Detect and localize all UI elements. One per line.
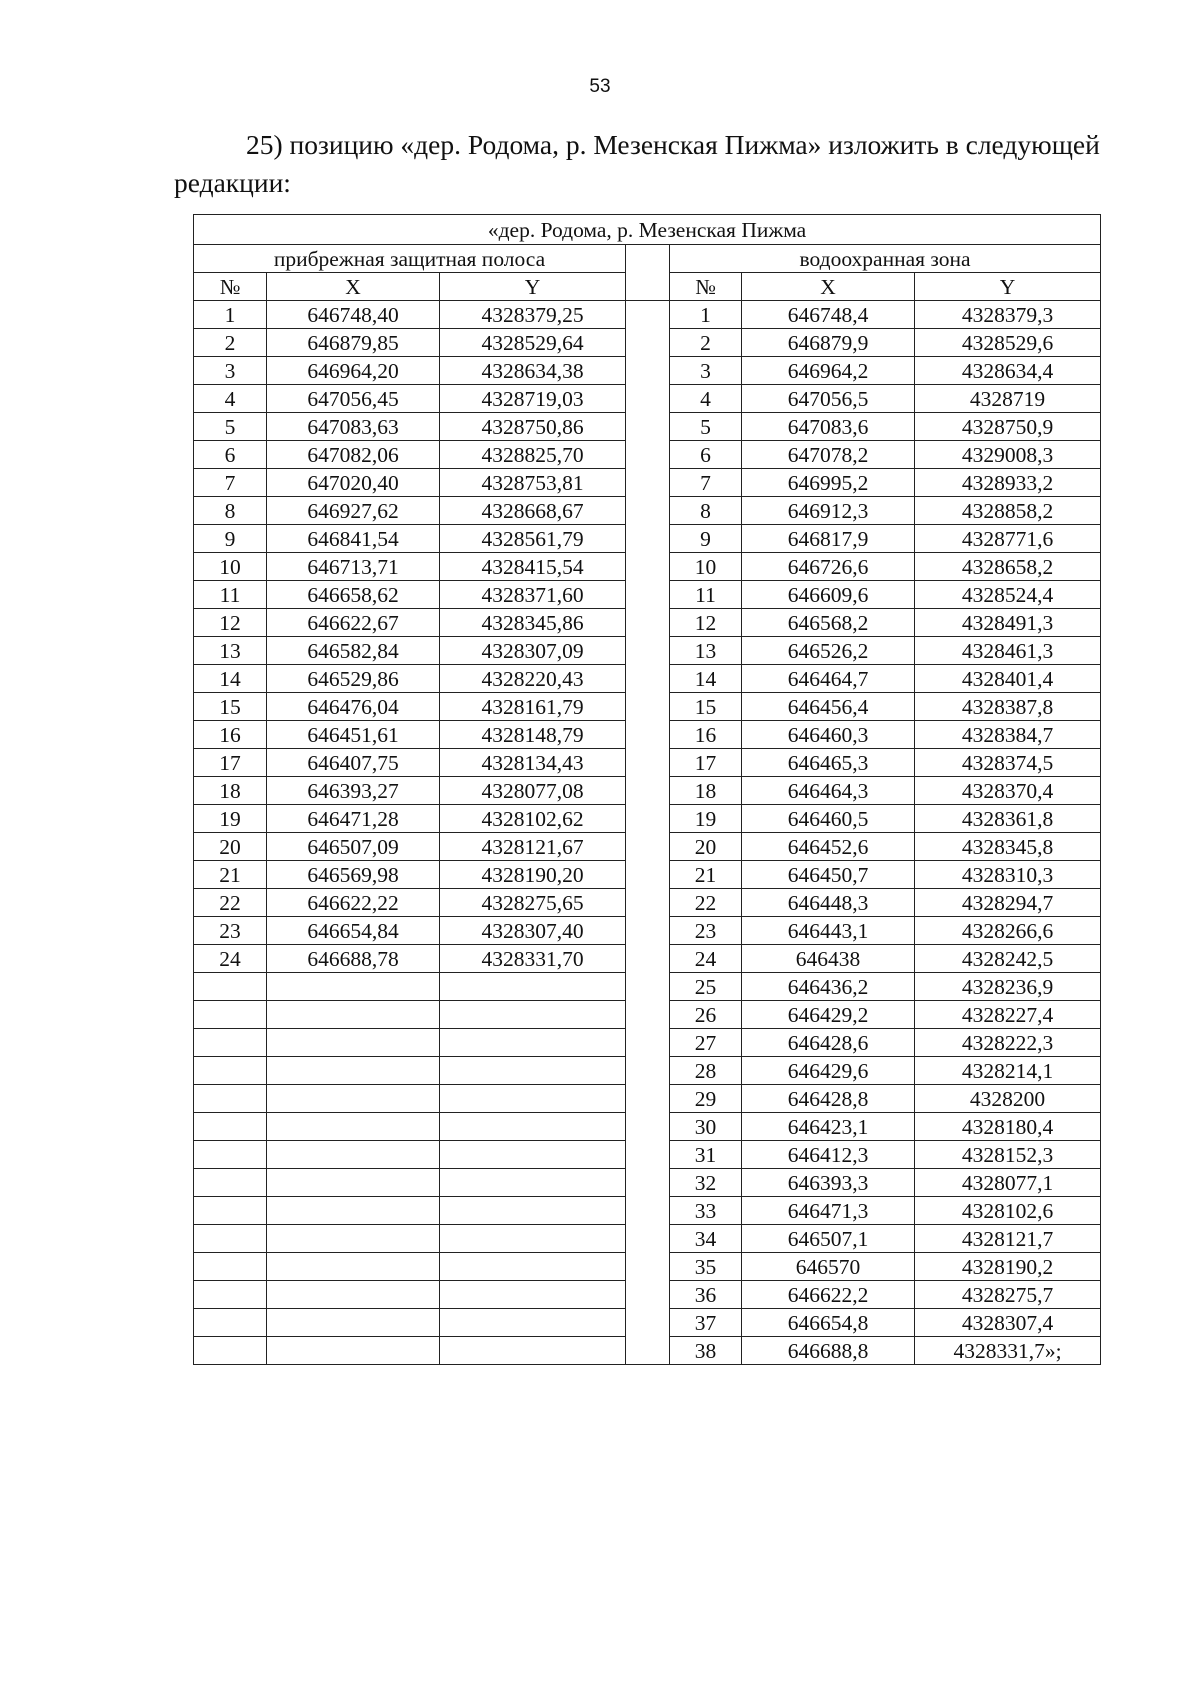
right-cell-x: 646456,4 xyxy=(742,693,915,721)
right-cell-y: 4328387,8 xyxy=(915,693,1101,721)
right-cell-x: 646393,3 xyxy=(742,1169,915,1197)
right-cell-num: 14 xyxy=(670,665,742,693)
right-cell-x: 646429,6 xyxy=(742,1057,915,1085)
left-cell-y: 4328331,70 xyxy=(440,945,626,973)
right-cell-x: 646428,8 xyxy=(742,1085,915,1113)
left-cell-x: 646748,40 xyxy=(267,301,440,329)
left-cell-x: 646393,27 xyxy=(267,777,440,805)
right-cell-y: 4328719 xyxy=(915,385,1101,413)
right-cell-x: 646748,4 xyxy=(742,301,915,329)
right-cell-num: 7 xyxy=(670,469,742,497)
right-cell-x: 646817,9 xyxy=(742,525,915,553)
left-cell-num: 18 xyxy=(194,777,267,805)
left-cell-x: 646622,22 xyxy=(267,889,440,917)
right-cell-num: 25 xyxy=(670,973,742,1001)
right-cell-y: 4328180,4 xyxy=(915,1113,1101,1141)
left-cell-y xyxy=(440,973,626,1001)
right-cell-y: 4328771,6 xyxy=(915,525,1101,553)
right-cell-y: 4328331,7»; xyxy=(915,1337,1101,1365)
left-cell-x: 646927,62 xyxy=(267,497,440,525)
left-cell-num: 16 xyxy=(194,721,267,749)
right-cell-y: 4328634,4 xyxy=(915,357,1101,385)
right-cell-x: 646526,2 xyxy=(742,637,915,665)
right-cell-num: 30 xyxy=(670,1113,742,1141)
left-cell-num xyxy=(194,973,267,1001)
right-cell-x: 646688,8 xyxy=(742,1337,915,1365)
left-cell-x xyxy=(267,1281,440,1309)
right-cell-y: 4328491,3 xyxy=(915,609,1101,637)
left-cell-num: 4 xyxy=(194,385,267,413)
left-cell-x: 646879,85 xyxy=(267,329,440,357)
left-cell-num xyxy=(194,1197,267,1225)
right-col-y-header: Y xyxy=(915,273,1101,301)
right-cell-num: 22 xyxy=(670,889,742,917)
left-cell-x: 646451,61 xyxy=(267,721,440,749)
left-cell-y xyxy=(440,1281,626,1309)
left-cell-num: 12 xyxy=(194,609,267,637)
left-cell-y: 4328345,86 xyxy=(440,609,626,637)
left-cell-num xyxy=(194,1309,267,1337)
right-cell-num: 18 xyxy=(670,777,742,805)
left-cell-num: 2 xyxy=(194,329,267,357)
left-cell-num: 15 xyxy=(194,693,267,721)
left-cell-num: 8 xyxy=(194,497,267,525)
right-cell-x: 646465,3 xyxy=(742,749,915,777)
right-cell-y: 4328379,3 xyxy=(915,301,1101,329)
right-cell-x: 646412,3 xyxy=(742,1141,915,1169)
left-cell-num: 6 xyxy=(194,441,267,469)
right-cell-y: 4328401,4 xyxy=(915,665,1101,693)
right-cell-y: 4328294,7 xyxy=(915,889,1101,917)
right-cell-num: 26 xyxy=(670,1001,742,1029)
right-cell-x: 647083,6 xyxy=(742,413,915,441)
right-cell-y: 4328529,6 xyxy=(915,329,1101,357)
left-cell-num: 11 xyxy=(194,581,267,609)
left-cell-y: 4328415,54 xyxy=(440,553,626,581)
left-cell-x xyxy=(267,973,440,1001)
right-cell-y: 4328275,7 xyxy=(915,1281,1101,1309)
right-cell-y: 4328345,8 xyxy=(915,833,1101,861)
left-cell-y xyxy=(440,1141,626,1169)
table-title: «дер. Родома, р. Мезенская Пижма xyxy=(194,215,1101,245)
right-cell-num: 29 xyxy=(670,1085,742,1113)
left-cell-num: 14 xyxy=(194,665,267,693)
right-cell-y: 4328858,2 xyxy=(915,497,1101,525)
right-cell-x: 646452,6 xyxy=(742,833,915,861)
right-cell-x: 646464,7 xyxy=(742,665,915,693)
left-cell-num: 24 xyxy=(194,945,267,973)
left-cell-y xyxy=(440,1169,626,1197)
right-cell-x: 646622,2 xyxy=(742,1281,915,1309)
left-cell-y: 4328719,03 xyxy=(440,385,626,413)
left-cell-y: 4328668,67 xyxy=(440,497,626,525)
left-cell-num: 3 xyxy=(194,357,267,385)
left-cell-num: 23 xyxy=(194,917,267,945)
left-cell-x: 646688,78 xyxy=(267,945,440,973)
left-cell-num xyxy=(194,1337,267,1365)
intro-text: 25) позицию «дер. Родома, р. Мезенская Пижма» изложить в следующей редакции: xyxy=(174,129,1100,198)
left-cell-num: 19 xyxy=(194,805,267,833)
left-cell-num xyxy=(194,1085,267,1113)
right-cell-y: 4328658,2 xyxy=(915,553,1101,581)
left-cell-num: 7 xyxy=(194,469,267,497)
left-cell-x: 647020,40 xyxy=(267,469,440,497)
left-cell-x: 646529,86 xyxy=(267,665,440,693)
right-cell-num: 38 xyxy=(670,1337,742,1365)
left-col-num-header: № xyxy=(194,273,267,301)
left-cell-x xyxy=(267,1225,440,1253)
right-cell-num: 17 xyxy=(670,749,742,777)
right-cell-num: 1 xyxy=(670,301,742,329)
left-cell-y xyxy=(440,1001,626,1029)
right-cell-x: 646726,6 xyxy=(742,553,915,581)
left-cell-x xyxy=(267,1169,440,1197)
right-cell-num: 27 xyxy=(670,1029,742,1057)
column-gap xyxy=(626,245,670,301)
right-cell-num: 2 xyxy=(670,329,742,357)
left-cell-x: 647083,63 xyxy=(267,413,440,441)
left-cell-x: 646582,84 xyxy=(267,637,440,665)
right-cell-num: 21 xyxy=(670,861,742,889)
right-cell-x: 647078,2 xyxy=(742,441,915,469)
right-cell-y: 4328384,7 xyxy=(915,721,1101,749)
right-cell-x: 646450,7 xyxy=(742,861,915,889)
left-cell-y: 4328561,79 xyxy=(440,525,626,553)
left-cell-y: 4328634,38 xyxy=(440,357,626,385)
left-cell-y: 4328077,08 xyxy=(440,777,626,805)
left-cell-x: 646713,71 xyxy=(267,553,440,581)
left-cell-x: 646622,67 xyxy=(267,609,440,637)
right-cell-y: 4328370,4 xyxy=(915,777,1101,805)
left-cell-num: 13 xyxy=(194,637,267,665)
left-cell-num xyxy=(194,1225,267,1253)
right-cell-num: 5 xyxy=(670,413,742,441)
left-col-y-header: Y xyxy=(440,273,626,301)
right-cell-num: 33 xyxy=(670,1197,742,1225)
left-cell-num xyxy=(194,1113,267,1141)
left-cell-y: 4328134,43 xyxy=(440,749,626,777)
left-cell-num: 9 xyxy=(194,525,267,553)
left-cell-y: 4328379,25 xyxy=(440,301,626,329)
left-cell-x: 646569,98 xyxy=(267,861,440,889)
right-cell-num: 36 xyxy=(670,1281,742,1309)
right-cell-x: 646568,2 xyxy=(742,609,915,637)
right-cell-num: 37 xyxy=(670,1309,742,1337)
right-cell-num: 13 xyxy=(670,637,742,665)
left-cell-x: 646471,28 xyxy=(267,805,440,833)
left-cell-y: 4328753,81 xyxy=(440,469,626,497)
left-cell-y xyxy=(440,1113,626,1141)
right-cell-x: 646460,3 xyxy=(742,721,915,749)
left-cell-num xyxy=(194,1169,267,1197)
right-cell-num: 20 xyxy=(670,833,742,861)
right-cell-x: 646460,5 xyxy=(742,805,915,833)
left-cell-y: 4328102,62 xyxy=(440,805,626,833)
left-cell-y xyxy=(440,1057,626,1085)
left-cell-x: 646507,09 xyxy=(267,833,440,861)
right-cell-x: 646507,1 xyxy=(742,1225,915,1253)
right-cell-num: 32 xyxy=(670,1169,742,1197)
left-cell-x xyxy=(267,1141,440,1169)
intro-paragraph xyxy=(174,126,1124,202)
left-cell-x xyxy=(267,1029,440,1057)
left-cell-num: 10 xyxy=(194,553,267,581)
right-cell-x: 646570 xyxy=(742,1253,915,1281)
right-cell-y: 4328214,1 xyxy=(915,1057,1101,1085)
right-cell-y: 4328227,4 xyxy=(915,1001,1101,1029)
left-cell-x xyxy=(267,1001,440,1029)
left-cell-num: 22 xyxy=(194,889,267,917)
right-cell-x: 646438 xyxy=(742,945,915,973)
right-cell-num: 8 xyxy=(670,497,742,525)
right-cell-y: 4328200 xyxy=(915,1085,1101,1113)
right-cell-num: 31 xyxy=(670,1141,742,1169)
right-cell-y: 4328152,3 xyxy=(915,1141,1101,1169)
right-cell-num: 23 xyxy=(670,917,742,945)
right-cell-y: 4328242,5 xyxy=(915,945,1101,973)
right-cell-num: 24 xyxy=(670,945,742,973)
left-cell-x xyxy=(267,1197,440,1225)
right-cell-x: 646654,8 xyxy=(742,1309,915,1337)
left-cell-x xyxy=(267,1337,440,1365)
left-cell-x xyxy=(267,1057,440,1085)
left-cell-y: 4328148,79 xyxy=(440,721,626,749)
right-cell-num: 11 xyxy=(670,581,742,609)
right-cell-num: 6 xyxy=(670,441,742,469)
left-cell-x: 646476,04 xyxy=(267,693,440,721)
right-cell-y: 4328222,3 xyxy=(915,1029,1101,1057)
right-cell-y: 4328933,2 xyxy=(915,469,1101,497)
right-cell-x: 646428,6 xyxy=(742,1029,915,1057)
right-cell-y: 4328307,4 xyxy=(915,1309,1101,1337)
table-title-row xyxy=(194,215,1101,245)
left-cell-x: 647056,45 xyxy=(267,385,440,413)
left-cell-y xyxy=(440,1309,626,1337)
left-cell-y: 4328529,64 xyxy=(440,329,626,357)
table-row xyxy=(194,301,1101,329)
left-cell-x: 646841,54 xyxy=(267,525,440,553)
left-cell-x: 646407,75 xyxy=(267,749,440,777)
left-cell-num xyxy=(194,1029,267,1057)
left-cell-x xyxy=(267,1085,440,1113)
right-cell-num: 3 xyxy=(670,357,742,385)
left-cell-num xyxy=(194,1057,267,1085)
right-cell-x: 646471,3 xyxy=(742,1197,915,1225)
left-cell-x: 647082,06 xyxy=(267,441,440,469)
left-cell-y: 4328220,43 xyxy=(440,665,626,693)
left-cell-y: 4328161,79 xyxy=(440,693,626,721)
right-cell-y: 4328461,3 xyxy=(915,637,1101,665)
page-number: 53 xyxy=(589,76,611,97)
left-cell-num xyxy=(194,1141,267,1169)
coordinates-table xyxy=(193,214,1101,1365)
right-cell-x: 646443,1 xyxy=(742,917,915,945)
right-cell-y: 4328190,2 xyxy=(915,1253,1101,1281)
left-cell-y: 4328190,20 xyxy=(440,861,626,889)
right-cell-num: 34 xyxy=(670,1225,742,1253)
right-cell-x: 646912,3 xyxy=(742,497,915,525)
left-cell-y xyxy=(440,1197,626,1225)
right-cell-num: 9 xyxy=(670,525,742,553)
right-cell-y: 4328102,6 xyxy=(915,1197,1101,1225)
left-cell-y xyxy=(440,1029,626,1057)
right-cell-y: 4328374,5 xyxy=(915,749,1101,777)
left-section-title: прибрежная защитная полоса xyxy=(194,245,626,273)
left-col-x-header: X xyxy=(267,273,440,301)
right-cell-y: 4328361,8 xyxy=(915,805,1101,833)
left-cell-num xyxy=(194,1001,267,1029)
right-cell-x: 646448,3 xyxy=(742,889,915,917)
right-cell-num: 4 xyxy=(670,385,742,413)
left-cell-num: 5 xyxy=(194,413,267,441)
left-cell-y: 4328825,70 xyxy=(440,441,626,469)
left-cell-x: 646654,84 xyxy=(267,917,440,945)
left-cell-y: 4328275,65 xyxy=(440,889,626,917)
left-cell-y: 4328307,40 xyxy=(440,917,626,945)
left-cell-y: 4328307,09 xyxy=(440,637,626,665)
right-cell-x: 646436,2 xyxy=(742,973,915,1001)
right-cell-x: 646964,2 xyxy=(742,357,915,385)
left-cell-x xyxy=(267,1253,440,1281)
left-cell-num: 20 xyxy=(194,833,267,861)
right-cell-y: 4328524,4 xyxy=(915,581,1101,609)
right-cell-num: 19 xyxy=(670,805,742,833)
left-cell-x: 646658,62 xyxy=(267,581,440,609)
left-cell-x xyxy=(267,1113,440,1141)
left-cell-y xyxy=(440,1085,626,1113)
right-cell-num: 35 xyxy=(670,1253,742,1281)
left-cell-num: 21 xyxy=(194,861,267,889)
right-cell-num: 16 xyxy=(670,721,742,749)
left-cell-y xyxy=(440,1225,626,1253)
right-cell-x: 646879,9 xyxy=(742,329,915,357)
right-cell-y: 4329008,3 xyxy=(915,441,1101,469)
right-cell-y: 4328121,7 xyxy=(915,1225,1101,1253)
left-cell-num xyxy=(194,1281,267,1309)
section-header-row xyxy=(194,245,1101,273)
right-cell-num: 12 xyxy=(670,609,742,637)
right-cell-num: 10 xyxy=(670,553,742,581)
right-cell-x: 646464,3 xyxy=(742,777,915,805)
left-cell-y: 4328750,86 xyxy=(440,413,626,441)
right-col-num-header: № xyxy=(670,273,742,301)
right-section-title: водоохранная зона xyxy=(670,245,1101,273)
column-gap xyxy=(626,301,670,1365)
left-cell-y xyxy=(440,1337,626,1365)
right-cell-x: 646609,6 xyxy=(742,581,915,609)
right-cell-x: 646423,1 xyxy=(742,1113,915,1141)
right-col-x-header: X xyxy=(742,273,915,301)
right-cell-num: 15 xyxy=(670,693,742,721)
left-cell-y: 4328121,67 xyxy=(440,833,626,861)
left-cell-y xyxy=(440,1253,626,1281)
left-cell-x: 646964,20 xyxy=(267,357,440,385)
left-cell-x xyxy=(267,1309,440,1337)
right-cell-y: 4328266,6 xyxy=(915,917,1101,945)
right-cell-y: 4328236,9 xyxy=(915,973,1101,1001)
right-cell-num: 28 xyxy=(670,1057,742,1085)
right-cell-x: 646429,2 xyxy=(742,1001,915,1029)
left-cell-num xyxy=(194,1253,267,1281)
right-cell-y: 4328750,9 xyxy=(915,413,1101,441)
right-cell-x: 647056,5 xyxy=(742,385,915,413)
left-cell-num: 17 xyxy=(194,749,267,777)
left-cell-num: 1 xyxy=(194,301,267,329)
left-cell-y: 4328371,60 xyxy=(440,581,626,609)
right-cell-y: 4328310,3 xyxy=(915,861,1101,889)
right-cell-y: 4328077,1 xyxy=(915,1169,1101,1197)
right-cell-x: 646995,2 xyxy=(742,469,915,497)
